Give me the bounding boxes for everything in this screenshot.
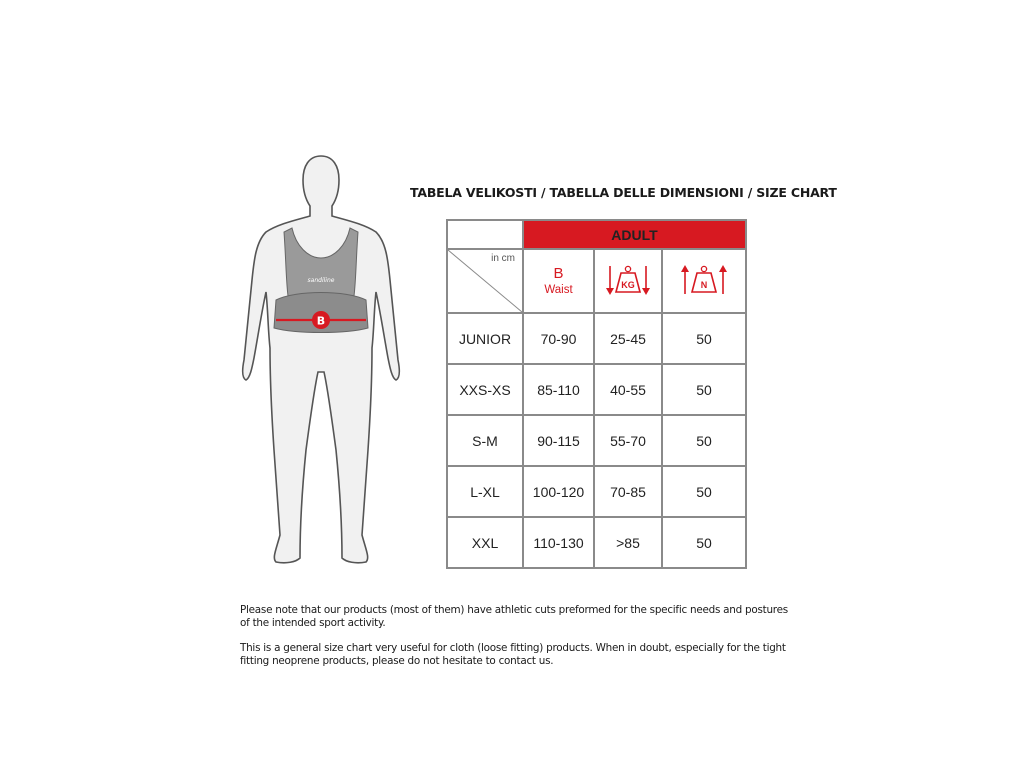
force-cell: 50 — [662, 517, 746, 568]
weight-cell: >85 — [594, 517, 662, 568]
waist-header-cell — [523, 249, 594, 313]
waist-header-letter: B — [553, 264, 564, 282]
weight-down-arrows-icon — [606, 262, 650, 298]
body-silhouette-icon — [236, 150, 406, 570]
size-cell: JUNIOR — [447, 313, 523, 364]
table-row — [447, 415, 746, 466]
adult-group-header: ADULT — [523, 220, 746, 249]
table-row — [447, 466, 746, 517]
chart-title: TABELA VELIKOSTI / TABELLA DELLE DIMENSIONI / SIZE CHART — [410, 185, 837, 200]
waist-marker-label: B — [316, 314, 326, 328]
force-header-cell — [662, 249, 746, 313]
weight-cell: 55-70 — [594, 415, 662, 466]
table-row — [447, 313, 746, 364]
unit-corner-cell — [447, 249, 523, 313]
force-cell: 50 — [662, 466, 746, 517]
size-cell: L-XL — [447, 466, 523, 517]
waist-cell: 70-90 — [523, 313, 594, 364]
weight-cell: 70-85 — [594, 466, 662, 517]
waist-cell: 85-110 — [523, 364, 594, 415]
waist-cell: 100-120 — [523, 466, 594, 517]
force-cell: 50 — [662, 415, 746, 466]
weight-header-cell — [594, 249, 662, 313]
brand-text: sandiline — [307, 277, 335, 284]
table-row — [447, 517, 746, 568]
note-athletic-cuts: Please note that our products (most of them) have athletic cuts preformed for the specific needs and postures of the intended sport activity. — [240, 604, 788, 629]
size-cell: S-M — [447, 415, 523, 466]
notes-block — [240, 604, 800, 680]
body-silhouette-figure — [236, 150, 406, 570]
weight-cell: 25-45 — [594, 313, 662, 364]
force-icon-label: N — [700, 279, 708, 290]
note-general-chart: This is a general size chart very useful for cloth (loose fitting) products. When in doubt, especially for the tight fitting neoprene products, please do not hesitate to contact us. — [240, 642, 786, 667]
weight-icon-label: KG — [621, 279, 635, 290]
size-table — [446, 219, 747, 569]
force-cell: 50 — [662, 364, 746, 415]
unit-label: in cm — [491, 253, 515, 264]
body-outline — [243, 156, 400, 563]
header-blank-cell — [447, 220, 523, 249]
waist-header-label: Waist — [544, 283, 573, 296]
waist-cell: 110-130 — [523, 517, 594, 568]
size-cell: XXS-XS — [447, 364, 523, 415]
weight-cell: 40-55 — [594, 364, 662, 415]
waist-cell: 90-115 — [523, 415, 594, 466]
size-cell: XXL — [447, 517, 523, 568]
force-cell: 50 — [662, 313, 746, 364]
table-row — [447, 364, 746, 415]
force-up-arrows-icon — [680, 262, 728, 298]
